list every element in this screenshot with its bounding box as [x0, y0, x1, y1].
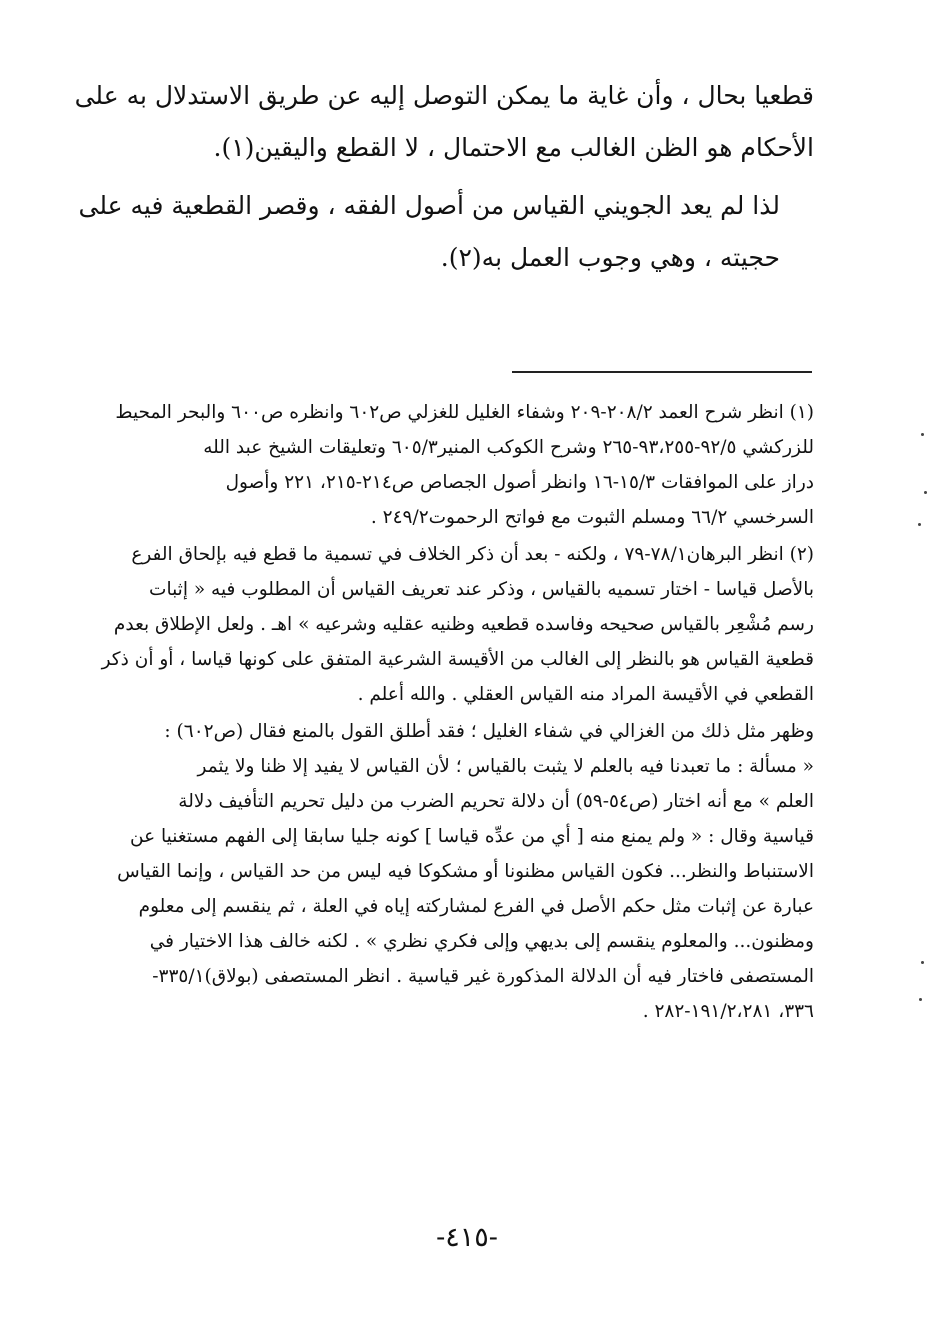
footnote-line: « مسألة : ما تعبدنا فيه بالعلم لا يثبت بالقياس ؛ لأن القياس لا يفيد إلا ظنا ولا يثمر: [197, 756, 814, 777]
footnote-line: ٣٣٦، ١٩١/٢،٢٨١-٢٨٢ .: [642, 1001, 814, 1022]
footnote-line: عبارة عن إثبات مثل حكم الأصل في الفرع لمشاركته إياه في العلة ، ثم ينقسم إلى معلوم: [138, 896, 814, 917]
footnote-line: العلم » مع أنه اختار (ص٥٤-٥٩) أن دلالة تحريم الضرب من دليل تحريم التأفيف دلالة: [178, 791, 814, 812]
body-paragraph-2: [72, 180, 814, 284]
footnote-line: المستصفى فاختار فيه أن الدلالة المذكورة غير قياسية . انظر المستصفى (بولاق)٣٣٥/١-: [152, 966, 814, 987]
text-line: قطعيا بحال ، وأن غاية ما يمكن التوصل إليه عن طريق الاستدلال به على: [74, 81, 814, 110]
footnote-line: (٢) انظر البرهان٧٨/١-٧٩ ، ولكنه - بعد أن ذكر الخلاف في تسمية ما قطع فيه بإلحاق الفرع: [131, 544, 814, 565]
text-line: الأحكام هو الظن الغالب مع الاحتمال ، لا القطع واليقين(١).: [213, 133, 814, 162]
page-number: -٤١٥-: [436, 1222, 498, 1253]
text-line: حجيته ، وهي وجوب العمل به(٢).: [440, 243, 780, 272]
scan-speck: [921, 433, 924, 436]
footnote-2: [72, 537, 814, 712]
footnote-line: القطعي في الأقيسة المراد منه القياس العقلي . والله أعلم .: [357, 684, 814, 705]
footnote-line: ومظنون... والمعلوم ينقسم إلى بديهي وإلى فكري نظري » . لكنه خالف هذا الاختيار في: [149, 931, 814, 952]
scan-speck: [921, 961, 924, 964]
footnote-2-continuation: [72, 714, 814, 1029]
scan-speck: [918, 523, 921, 526]
footnote-line: قطعية القياس هو بالنظر إلى الغالب من الأقيسة الشرعية المتفق على كونها قياسا ، أو أن ذكر: [101, 649, 814, 670]
main-text: [72, 70, 814, 284]
footnote-line: رسم مُشْعِر بالقياس صحيحه وفاسده قطعيه وظنيه عقليه وشرعيه » اهـ . ولعل الإطلاق بعدم: [113, 614, 814, 635]
footnote-separator: [512, 371, 812, 373]
scan-speck: [919, 998, 922, 1001]
footnote-line: للزركشي ٩٢/٥-٩٣،٢٥٥-٢٦٥ وشرح الكوكب المنير٦٠٥/٣ وتعليقات الشيخ عبد الله: [203, 437, 814, 458]
footnote-line: قياسية وقال : « ولم يمنع منه [ أي من عدِّه قياسا ] كونه جليا سابقا إلى الفهم مستغنيا عن: [130, 826, 814, 847]
footnote-line: الاستنباط والنظر... فكون القياس مظنونا أو مشكوكا فيه ليس من حد القياس ، وإنما القياس: [117, 861, 814, 882]
footnote-line: بالأصل قياسا - اختار تسميه بالقياس ، وذكر عند تعريف القياس أن المطلوب فيه « إثبات: [149, 579, 814, 600]
text-line: لذا لم يعد الجويني القياس من أصول الفقه ، وقصر القطعية فيه على: [78, 191, 780, 220]
scan-speck: [924, 491, 927, 494]
footnote-1: [72, 395, 814, 535]
footnote-line: السرخسي ٦٦/٢ ومسلم الثبوت مع فواتح الرحموت٢٤٩/٢ .: [370, 507, 814, 528]
body-paragraph-1: [72, 70, 814, 174]
footnote-line: دراز على الموافقات ١٥/٣-١٦ وانظر أصول الجصاص ص٢١٤-٢١٥، ٢٢١ وأصول: [225, 472, 814, 493]
footnote-line: (١) انظر شرح العمد ٢٠٨/٢-٢٠٩ وشفاء الغليل للغزلي ص٦٠٢ وانظره ص٦٠٠ والبحر المحيط: [115, 402, 814, 423]
footnotes-section: [72, 395, 814, 1029]
footnote-line: وظهر مثل ذلك من الغزالي في شفاء الغليل ؛ فقد أطلق القول بالمنع فقال (ص٦٠٢) :: [164, 721, 814, 742]
